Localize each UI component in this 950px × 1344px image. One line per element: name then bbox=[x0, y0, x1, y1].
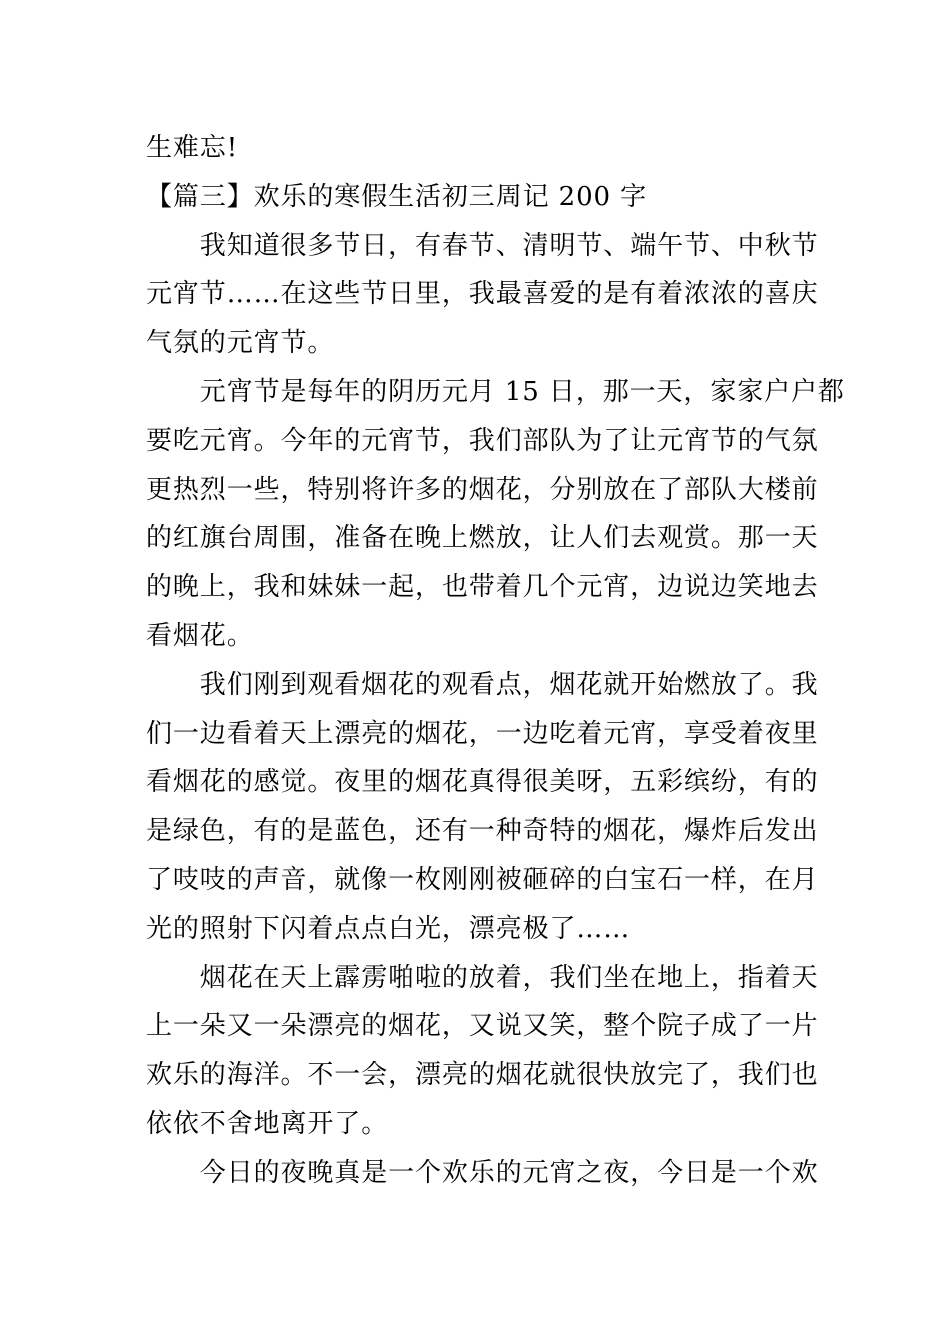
paragraph-line: 上一朵又一朵漂亮的烟花，又说又笑，整个院子成了一片 bbox=[146, 1011, 819, 1042]
paragraph-line: 欢乐的海洋。不一会，漂亮的烟花就很快放完了，我们也 bbox=[146, 1060, 819, 1091]
paragraph-line: 我知道很多节日，有春节、清明节、端午节、中秋节 bbox=[146, 230, 819, 261]
paragraph-line: 要吃元宵。今年的元宵节，我们部队为了让元宵节的气氛 bbox=[146, 425, 819, 456]
section-heading: 【篇三】欢乐的寒假生活初三周记 200 字 bbox=[146, 181, 648, 212]
paragraph-line: 今日的夜晚真是一个欢乐的元宵之夜，今日是一个欢 bbox=[146, 1157, 819, 1188]
paragraph-line: 我们刚到观看烟花的观看点，烟花就开始燃放了。我 bbox=[146, 669, 819, 700]
paragraph-line: 元宵节是每年的阴历元月 15 日，那一天，家家户户都 bbox=[146, 376, 845, 407]
paragraph-line: 了吱吱的声音，就像一枚刚刚被砸碎的白宝石一样，在月 bbox=[146, 864, 819, 895]
paragraph bbox=[146, 368, 845, 661]
paragraph-line: 更热烈一些，特别将许多的烟花，分别放在了部队大楼前 bbox=[146, 474, 819, 505]
paragraph bbox=[146, 661, 819, 954]
paragraph-line: 的红旗台周围，准备在晚上燃放，让人们去观赏。那一天 bbox=[146, 523, 819, 554]
paragraph bbox=[146, 222, 819, 368]
document-page bbox=[146, 124, 845, 1198]
paragraph-line: 的晚上，我和妹妹一起，也带着几个元宵，边说边笑地去 bbox=[146, 572, 819, 603]
paragraph-line: 气氛的元宵节。 bbox=[146, 328, 335, 359]
paragraph-line: 光的照射下闪着点点白光，漂亮极了…… bbox=[146, 913, 631, 944]
paragraph-line: 烟花在天上霹雳啪啦的放着，我们坐在地上，指着天 bbox=[146, 962, 819, 993]
paragraph-line: 依依不舍地离开了。 bbox=[146, 1108, 389, 1139]
paragraph-line: 看烟花。 bbox=[146, 620, 254, 651]
paragraph bbox=[146, 1149, 819, 1198]
continuation-text: 生难忘! bbox=[146, 133, 239, 163]
paragraph-line: 们一边看着天上漂亮的烟花，一边吃着元宵，享受着夜里 bbox=[146, 718, 819, 749]
paragraph-line: 看烟花的感觉。夜里的烟花真得很美呀，五彩缤纷，有的 bbox=[146, 767, 819, 798]
paragraph bbox=[146, 954, 819, 1149]
paragraph-line: 是绿色，有的是蓝色，还有一种奇特的烟花，爆炸后发出 bbox=[146, 816, 819, 847]
paragraph-line: 元宵节……在这些节日里，我最喜爱的是有着浓浓的喜庆 bbox=[146, 279, 819, 310]
